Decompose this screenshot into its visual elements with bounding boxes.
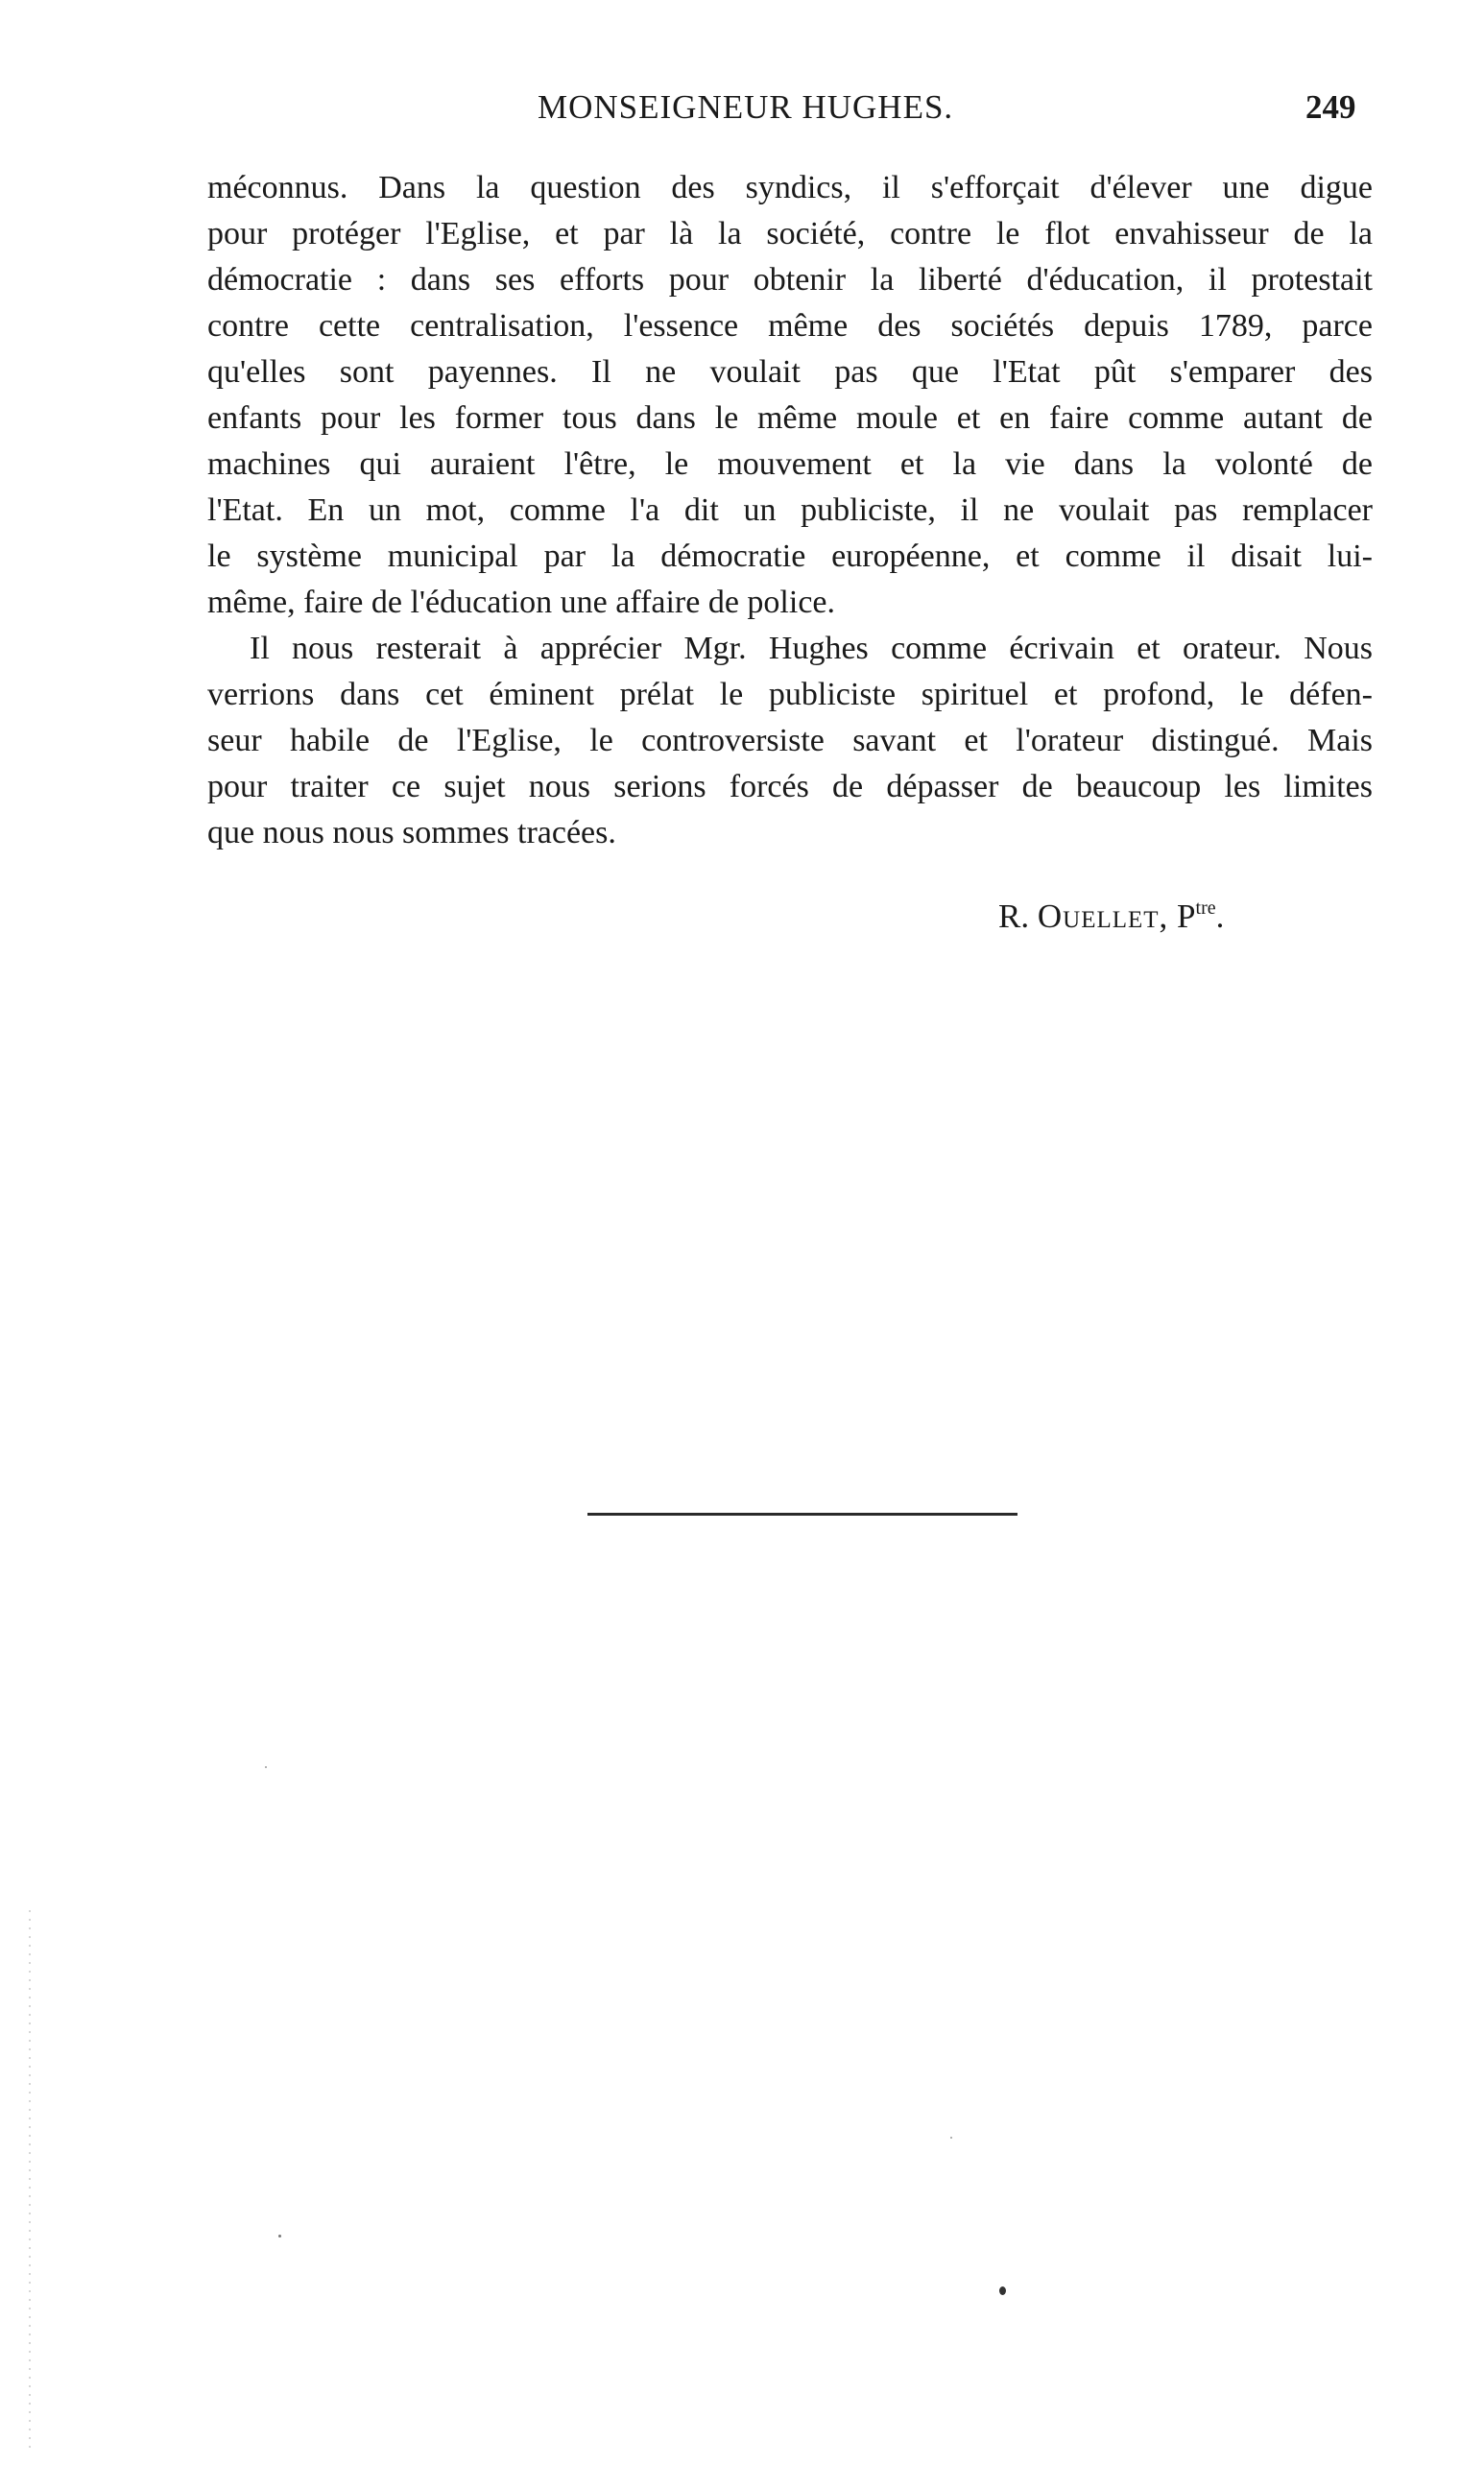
text-line: pour traiter ce sujet nous serions forcés de dépasser de beaucoup les limites bbox=[207, 769, 1373, 804]
text-line: verrions dans cet éminent prélat le publiciste spirituel et profond, le défen- bbox=[207, 677, 1373, 712]
end-rule bbox=[587, 1513, 1017, 1516]
text-line: même, faire de l'éducation une affaire de police. bbox=[207, 585, 836, 620]
running-title: MONSEIGNEUR HUGHES. bbox=[538, 88, 954, 126]
ink-speck bbox=[278, 2235, 281, 2238]
paragraph-1 bbox=[207, 165, 1373, 626]
text-line: le système municipal par la démocratie européenne, et comme il disait lui- bbox=[207, 538, 1373, 574]
text-line: enfants pour les former tous dans le même moule et en faire comme autant de bbox=[207, 400, 1373, 436]
text-line: contre cette centralisation, l'essence même des sociétés depuis 1789, parce bbox=[207, 308, 1373, 344]
text-line: Il nous resterait à apprécier Mgr. Hughes comme écrivain et orateur. Nous bbox=[250, 631, 1373, 666]
text-line: démocratie : dans ses efforts pour obtenir la liberté d'éducation, il protestait bbox=[207, 262, 1373, 298]
page-number: 249 bbox=[1305, 88, 1356, 126]
text-line: pour protéger l'Eglise, et par là la société, contre le flot envahisseur de la bbox=[207, 216, 1373, 251]
text-line: qu'elles sont payennes. Il ne voulait pas que l'Etat pût s'emparer des bbox=[207, 354, 1373, 390]
ink-speck bbox=[265, 1766, 267, 1768]
ink-speck bbox=[950, 2137, 952, 2139]
text-line: méconnus. Dans la question des syndics, il s'efforçait d'élever une digue bbox=[207, 170, 1373, 205]
signature-surname: Ouellet, bbox=[1037, 897, 1169, 935]
body-text bbox=[207, 165, 1373, 856]
running-head bbox=[0, 88, 1484, 136]
signature-initial: R. bbox=[998, 897, 1030, 935]
signature-title: P bbox=[1177, 897, 1196, 935]
scan-edge-noise bbox=[29, 1910, 31, 2448]
text-line: seur habile de l'Eglise, le controversiste savant et l'orateur distingué. Mais bbox=[207, 723, 1373, 758]
paragraph-2 bbox=[207, 626, 1373, 856]
text-line: machines qui auraient l'être, le mouvement et la vie dans la volonté de bbox=[207, 446, 1373, 482]
ink-speck bbox=[999, 2286, 1006, 2295]
signature-title-superscript: tre bbox=[1195, 897, 1216, 919]
text-line: que nous nous sommes tracées. bbox=[207, 815, 616, 850]
author-signature bbox=[998, 885, 1224, 940]
text-line: l'Etat. En un mot, comme l'a dit un publiciste, il ne voulait pas remplacer bbox=[207, 492, 1373, 528]
signature-period: . bbox=[1215, 897, 1225, 935]
